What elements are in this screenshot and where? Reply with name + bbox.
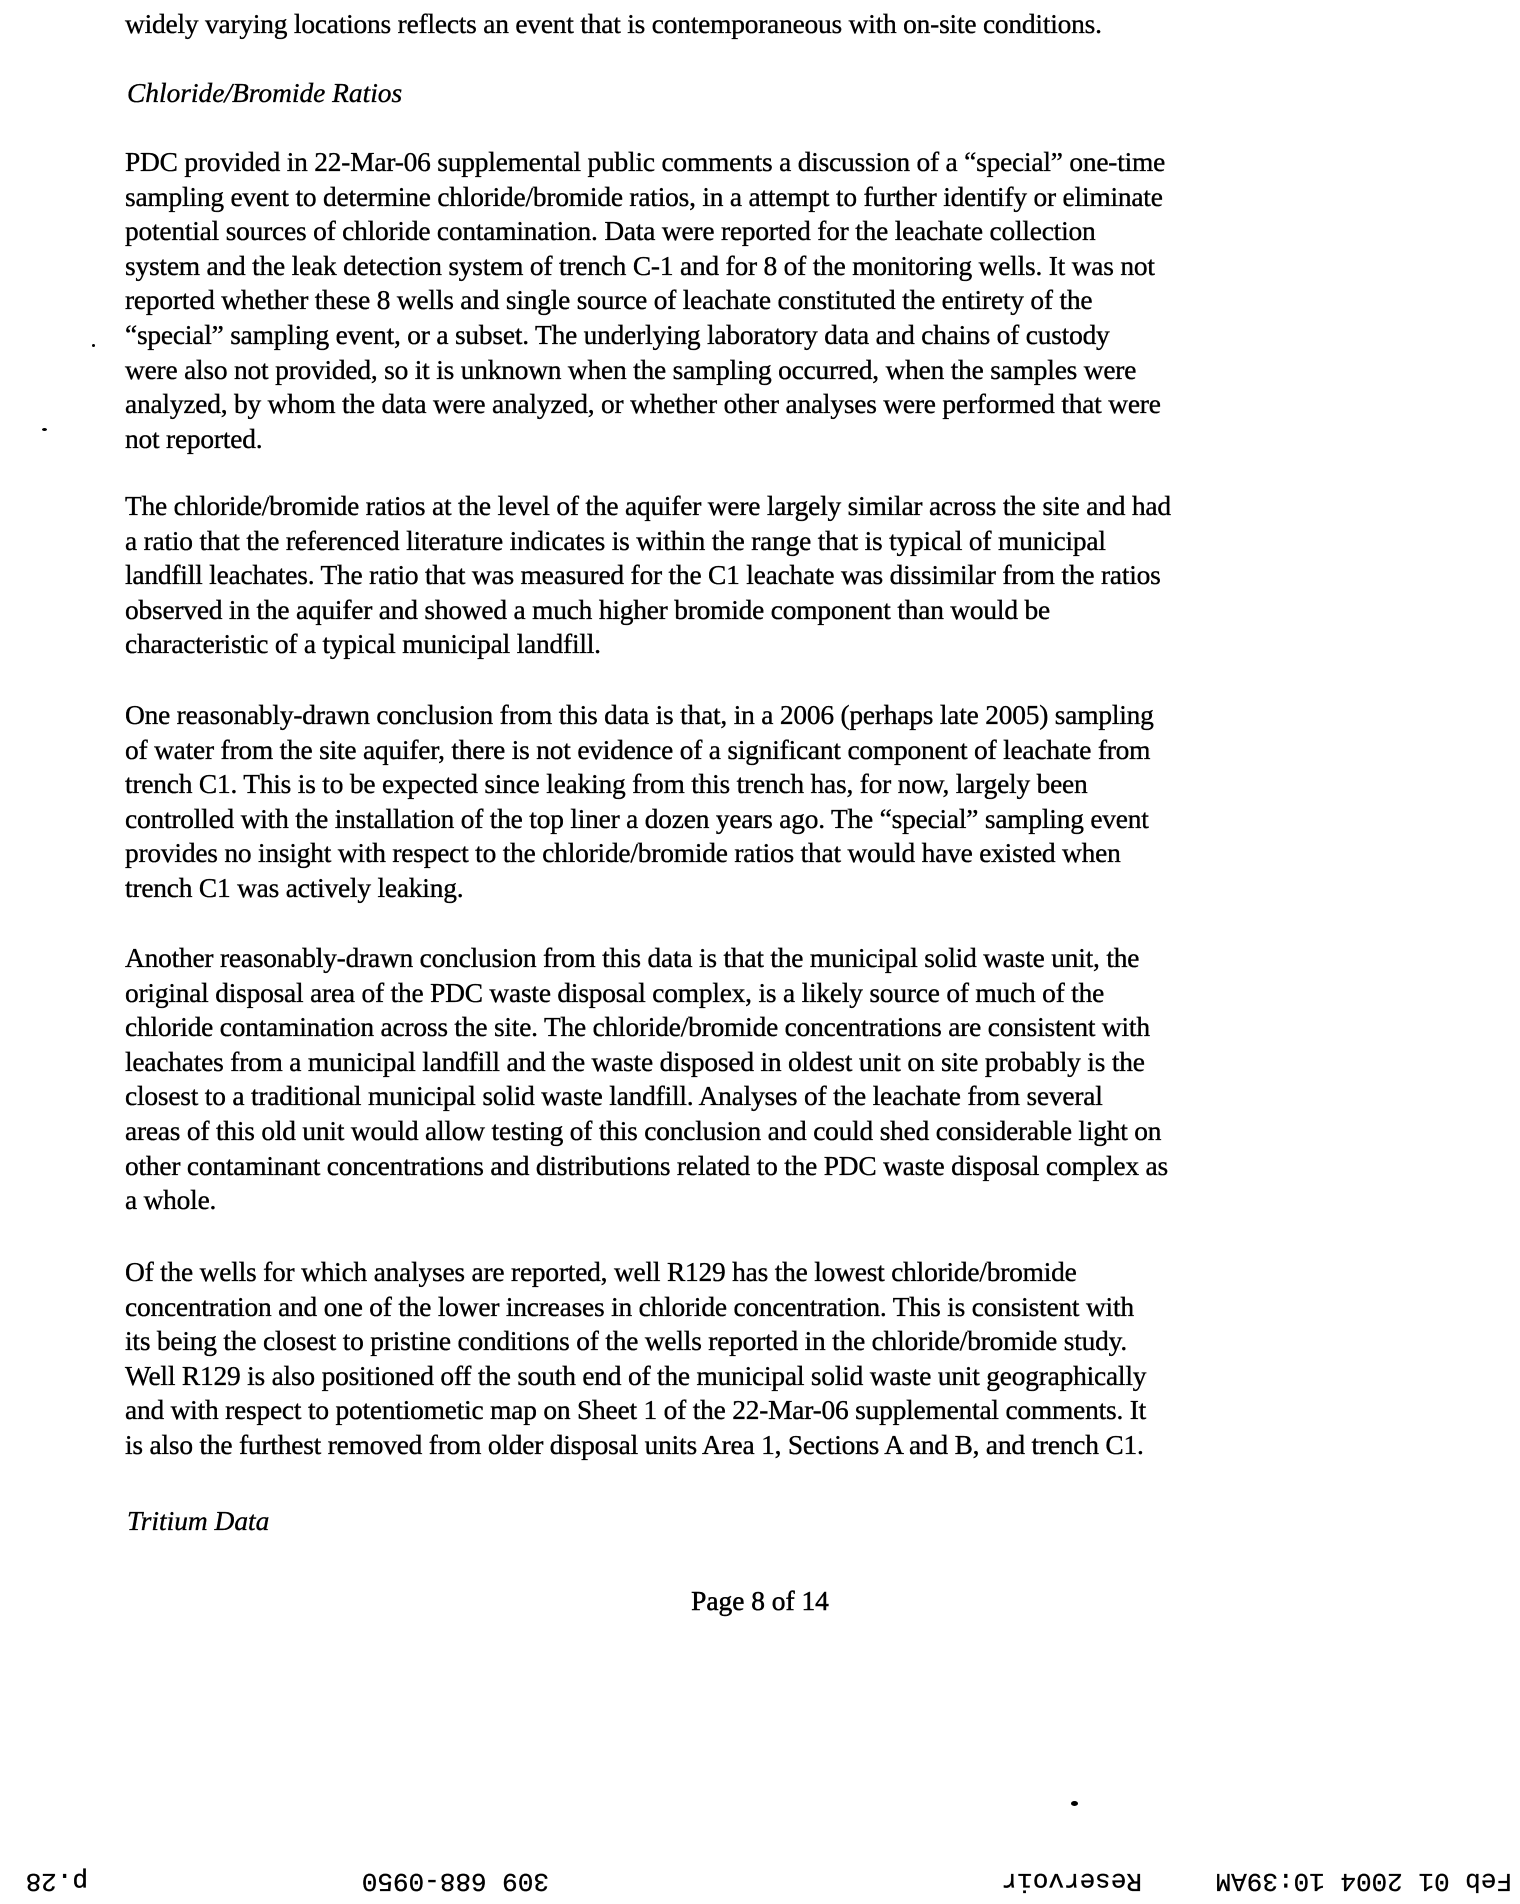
text-line: landfill leachates. The ratio that was measured for the C1 leachate was dissimilar from the ratios — [125, 560, 1161, 591]
text-line: One reasonably-drawn conclusion from this data is that, in a 2006 (perhaps late 2005) sampling — [125, 700, 1154, 730]
text-line: areas of this old unit would allow testing of this conclusion and could shed considerable light on — [125, 1115, 1162, 1146]
text-line: a ratio that the referenced literature indicates is within the range that is typical of municipal — [125, 525, 1106, 556]
page-number: Page 8 of 14 — [691, 1586, 829, 1616]
text-line: its being the closest to pristine conditions of the wells reported in the chloride/bromide study. — [125, 1326, 1127, 1357]
text-line: characteristic of a typical municipal landfill. — [125, 629, 601, 660]
text-line: system and the leak detection system of trench C-1 and for 8 of the monitoring wells. It was not — [125, 250, 1155, 281]
text-line: provides no insight with respect to the chloride/bromide ratios that would have existed when — [125, 838, 1121, 869]
text-line: a whole. — [125, 1185, 217, 1216]
text-line: Another reasonably-drawn conclusion from this data is that the municipal solid waste unit, the — [125, 943, 1140, 973]
text-line: were also not provided, so it is unknown when the sampling occurred, when the samples were — [125, 354, 1137, 385]
text-line: concentration and one of the lower increases in chloride concentration. This is consistent with — [125, 1291, 1134, 1322]
text-line: Well R129 is also positioned off the south end of the municipal solid waste unit geographically — [125, 1360, 1147, 1391]
text-line: not reported. — [125, 423, 263, 454]
paragraph-1 — [125, 145, 1355, 456]
fax-page-count: p.28 — [25, 1866, 88, 1896]
text-line: Of the wells for which analyses are reported, well R129 has the lowest chloride/bromide — [125, 1257, 1077, 1287]
paragraph-5 — [125, 1255, 1355, 1463]
text-line: analyzed, by whom the data were analyzed, or whether other analyses were performed that were — [125, 389, 1161, 420]
section-heading-chloride-bromide: Chloride/Bromide Ratios — [127, 78, 403, 108]
text-line: trench C1. This is to be expected since leaking from this trench has, for now, largely been — [125, 769, 1088, 800]
text-line: potential sources of chloride contamination. Data were reported for the leachate collection — [125, 216, 1096, 247]
intro-paragraph — [125, 7, 1355, 42]
fax-transmission-header — [0, 1860, 1520, 1900]
paragraph-3 — [125, 698, 1355, 906]
text-line: original disposal area of the PDC waste disposal complex, is a likely source of much of the — [125, 977, 1105, 1008]
paragraph-2 — [125, 489, 1355, 662]
text-line: other contaminant concentrations and distributions related to the PDC waste disposal complex as — [125, 1150, 1168, 1181]
text-line: and with respect to potentiometic map on Sheet 1 of the 22-Mar-06 supplemental comments. It — [125, 1395, 1147, 1426]
fax-phone: 309 688-0950 — [361, 1866, 549, 1896]
text-line: sampling event to determine chloride/bromide ratios, in a attempt to further identify or eliminate — [125, 181, 1163, 212]
section-heading-tritium-data: Tritium Data — [127, 1506, 270, 1536]
text-line: closest to a traditional municipal solid waste landfill. Analyses of the leachate from several — [125, 1081, 1103, 1112]
scan-speck — [92, 344, 95, 347]
paragraph-4 — [125, 941, 1355, 1218]
text-line: reported whether these 8 wells and single source of leachate constituted the entirety of the — [125, 285, 1093, 316]
scan-speck — [1071, 1801, 1078, 1806]
text-line: controlled with the installation of the top liner a dozen years ago. The “special” sampling event — [125, 803, 1149, 834]
text-line: The chloride/bromide ratios at the level of the aquifer were largely similar across the site and had — [125, 491, 1171, 521]
fax-datetime: Feb 01 2004 10:39AM — [1215, 1866, 1512, 1896]
text-line: widely varying locations reflects an event that is contemporaneous with on-site conditions. — [125, 9, 1102, 39]
text-line: trench C1 was actively leaking. — [125, 872, 464, 903]
text-line: observed in the aquifer and showed a much higher bromide component than would be — [125, 594, 1050, 625]
text-line: leachates from a municipal landfill and the waste disposed in oldest unit on site probably is the — [125, 1046, 1145, 1077]
text-line: “special” sampling event, or a subset. The underlying laboratory data and chains of custody — [125, 319, 1110, 350]
scan-speck — [42, 428, 47, 431]
fax-sender: Reservoir — [1001, 1866, 1142, 1896]
text-line: of water from the site aquifer, there is not evidence of a significant component of leachate from — [125, 734, 1151, 765]
text-line: is also the furthest removed from older disposal units Area 1, Sections A and B, and trench C1. — [125, 1429, 1144, 1460]
text-line: chloride contamination across the site. The chloride/bromide concentrations are consistent with — [125, 1012, 1150, 1043]
text-line: PDC provided in 22-Mar-06 supplemental public comments a discussion of a “special” one-time — [125, 147, 1166, 177]
